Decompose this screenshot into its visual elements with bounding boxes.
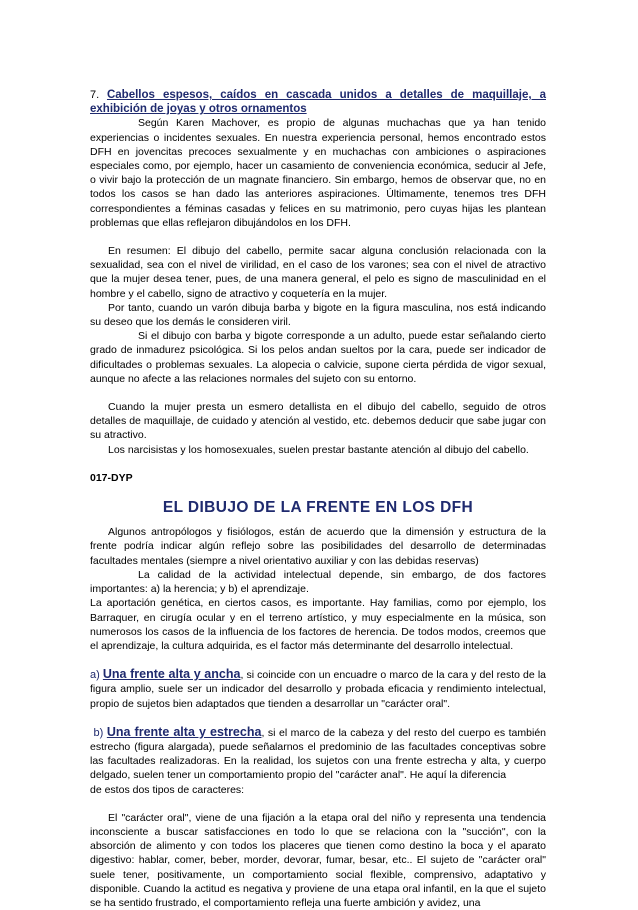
item-b — [90, 725, 546, 783]
item-b-title: Una frente alta y estrecha — [106, 724, 262, 739]
paragraph-antropologos: Algunos antropólogos y fisiólogos, están de acuerdo que la dimensión y estructura de la frente podría indicar algún reflejo sobre las posibilidades del desarrollo de determinadas facultades mentales (siempre a nivel orientativo auxiliar y con las debidas reservas) — [90, 526, 546, 567]
paragraph-narcisistas: Los narcisistas y los homosexuales, suelen prestar bastante atención al dibujo del cabello. — [108, 443, 529, 456]
paragraph-mujer: Cuando la mujer presta un esmero detallista en el dibujo del cabello, seguido de otros detalles de maquillaje, de cuidado y atención al vestido, etc. debemos deducir que sabe jugar con su atractivo. — [90, 401, 546, 442]
paragraph-genetica: La aportación genética, en ciertos casos, es importante. Hay familias, como por ejemplo, los Barraquer, en cirugía ocular y en el terreno artístico, y muy especialmente en la música, son numerosos los casos de la influencia de los factores de herencia. De todos modos, creemos que el aprendizaje, la cultura adquirida, es el factor más determinante del desarrollo intelectual. — [90, 597, 546, 652]
item-a-title: Una frente alta y ancha — [102, 667, 241, 682]
paragraph-machover: Según Karen Machover, es propio de algunas muchachas que ya han tenido experiencias o incidentes sexuales. En nuestra experiencia personal, hemos encontrado estos DFH en jovencitas precoces sexualmente y en muchachas con ambiciones o aspiraciones especiales como, por ejemplo, hacer un casamiento de conveniencia económica, seducir al Jefe, o vivir bajo la protección de un magnate financiero. Sin embargo, hemos de observar que, no en todos los casos se han dado las anteriores aspiraciones. Últimamente, tenemos tres DFH correspondientes a féminas casadas y felices en su matrimonio, pero cuyas hijas les plantean problemas que ellas reflejaron dibujándolos en los DFH. — [90, 117, 546, 229]
paragraph-barba: Por tanto, cuando un varón dibuja barba y bigote en la figura masculina, nos está indicando su deseo que los demás le consideren viril. — [90, 301, 546, 329]
section-title: Cabellos espesos, caídos en cascada unidos a detalles de maquillaje, a exhibición de joyas y otros ornamentos — [90, 89, 546, 116]
item-b-text: , si el marco de la cabeza y del resto del cuerpo es también estrecho (figura alargada), puede señalarnos el predominio de las facultades conceptivas sobre las facultades realizadoras. En la realidad, los sujetos con una frente estrecha y alta, y cuerpo delgado, suelen tener un comportamiento propio del "carácter anal". He aquí la diferencia — [90, 726, 546, 782]
item-a-label: a) — [90, 669, 100, 682]
paragraph-caracter-oral: El "carácter oral", viene de una fijación a la etapa oral del niño y representa una tendencia inconsciente a buscar satisfacciones en todo lo que se relaciona con la "succión", con la absorción de alimento y con todos los placeres que tienen como destino la boca y el aparato digestivo: hablar, comer, beber, morder, devorar, fumar, besar, etc.. El sujeto de "carácter oral" suele tener, positivamente, un comportamiento social flexible, comprensivo, adaptativo y disponible. Cuando la actitud es negativa y proviene de una etapa oral infantil, en la que el sujeto se ha sentido frustrado, el comportamiento refleja una fuerte ambición y avidez, una — [90, 811, 546, 909]
chapter-title: EL DIBUJO DE LA FRENTE EN LOS DFH — [162, 499, 474, 517]
paragraph-calidad: La calidad de la actividad intelectual depende, sin embargo, de dos factores importantes: a) la herencia; y b) el aprendizaje. — [90, 568, 546, 596]
item-b-label: b) — [93, 726, 104, 739]
item-a-text: , si coincide con un encuadre o marco de la cara y del resto de la figura amplio, suele ser un indicador del desarrollo y probada eficacia y rendimiento intelectual, propio de sujetos bien adaptados que tienden a desarrollar un "carácter oral". — [90, 669, 546, 710]
item-a — [90, 667, 546, 711]
item-b-continuation: de estos dos tipos de caracteres: — [90, 783, 245, 796]
section-number: 7. — [90, 89, 100, 101]
paragraph-resumen: En resumen: El dibujo del cabello, permite sacar alguna conclusión relacionada con la sexualidad, sea con el nivel de virilidad, en el caso de los varones; sea con el nivel de atractivo que la mujer desea tener, pues, de una manera general, el pelo es signo de masculinidad en el hombre y el cabello, signo de atractivo y coquetería en la mujer. — [90, 245, 546, 300]
document-page — [90, 88, 546, 910]
section-7-heading — [90, 88, 546, 116]
paragraph-adulto: Si el dibujo con barba y bigote corresponde a un adulto, puede estar señalando cierto grado de inmadurez psicológica. Si los pelos andan sueltos por la cara, puede ser indicador de dificultades o problemas sexuales. La alopecia o calvicie, supone cierta pérdida de vigor sexual, aunque no afecte a las relaciones normales del sujeto con su entorno. — [90, 330, 546, 385]
document-code: 017-DYP — [90, 471, 133, 484]
